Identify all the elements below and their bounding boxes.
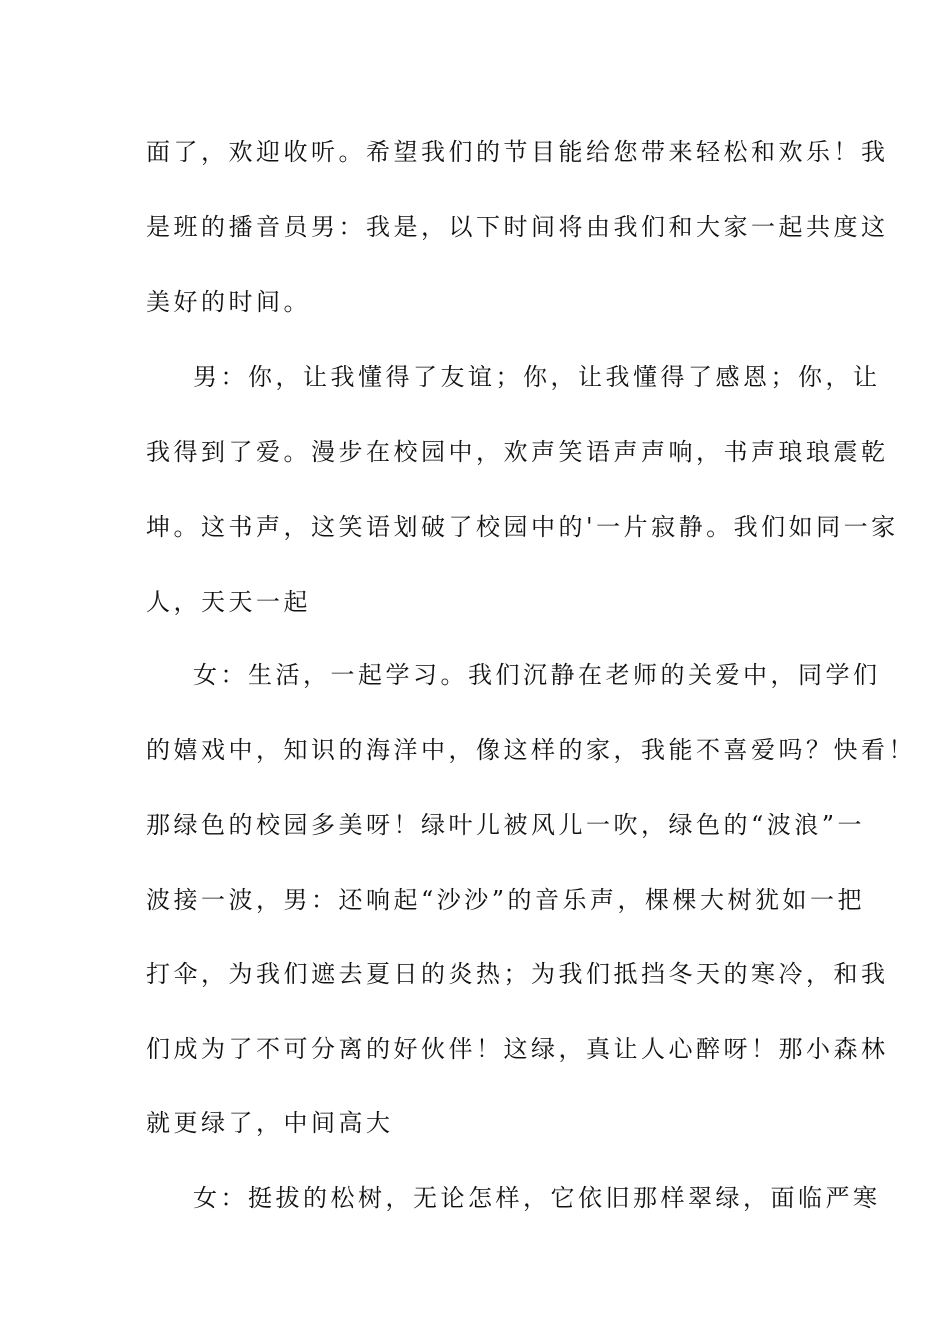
paragraph-start-line: 女：生活，一起学习。我们沉静在老师的关爱中，同学们 (193, 661, 881, 689)
paragraph-start-line: 女：挺拔的松树，无论怎样，它依旧那样翠绿，面临严寒 (193, 1184, 881, 1212)
text-line: 那绿色的校园多美呀！绿叶儿被风儿一吹，绿色的“波浪”一 (146, 811, 866, 839)
text-line: 打伞，为我们遮去夏日的炎热；为我们抵挡冬天的寒冷，和我 (146, 960, 889, 988)
text-line: 是班的播音员男：我是，以下时间将由我们和大家一起共度这 (146, 213, 889, 241)
text-line: 我得到了爱。漫步在校园中，欢声笑语声声响，书声琅琅震乾 (146, 438, 889, 466)
text-line: 美好的时间。 (146, 288, 311, 316)
text-line: 人，天天一起 (146, 588, 311, 616)
text-line: 面了，欢迎收听。希望我们的节目能给您带来轻松和欢乐！我 (146, 138, 889, 166)
text-line: 波接一波，男：还响起“沙沙”的音乐声，棵棵大树犹如一把 (146, 886, 866, 914)
text-line: 就更绿了，中间高大 (146, 1109, 394, 1137)
text-line: 的嬉戏中，知识的海洋中，像这样的家，我能不喜爱吗？快看！ (146, 736, 916, 764)
text-line: 坤。这书声，这笑语划破了校园中的'一片寂静。我们如同一家 (146, 513, 899, 541)
text-line: 们成为了不可分离的好伙伴！这绿，真让人心醉呀！那小森林 (146, 1035, 889, 1063)
paragraph-start-line: 男：你，让我懂得了友谊；你，让我懂得了感恩；你，让 (193, 363, 881, 391)
